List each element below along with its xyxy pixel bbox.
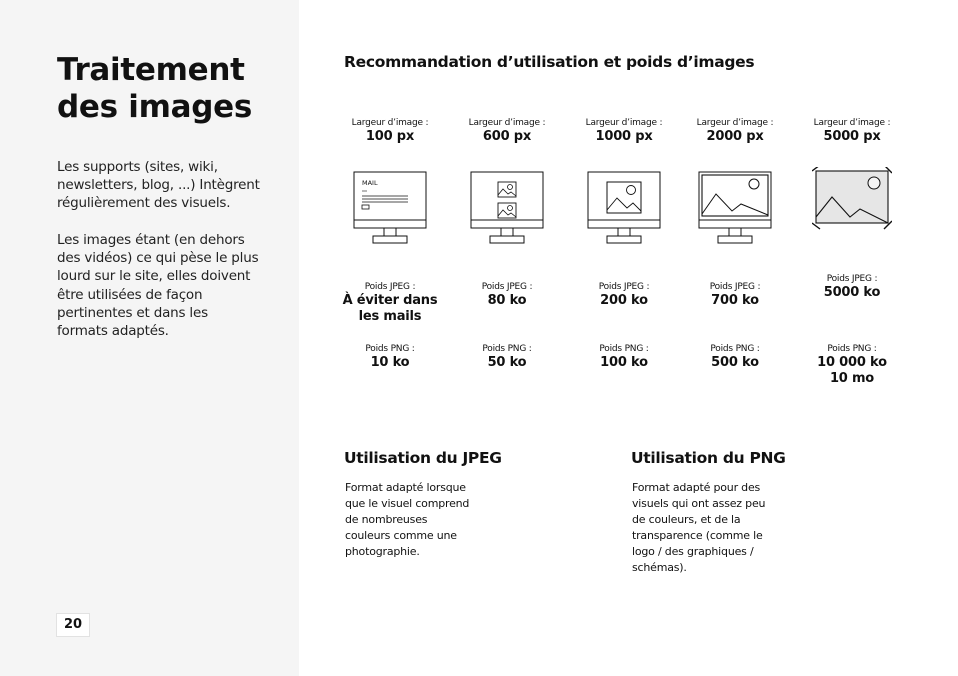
png-usage-text: Format adapté pour des visuels qui ont assez peu de couleurs, et de la transparence (comme le logo / des graphiques / schémas). [632, 481, 766, 574]
png-value: 100 ko [600, 355, 648, 370]
medium-image-monitor-icon [587, 171, 661, 245]
width-label: Largeur d’image : [696, 118, 774, 128]
jpeg-value: À éviter dans les mails [342, 293, 438, 324]
png-label: Poids PNG : [482, 344, 532, 354]
width-label: Largeur d’image : [351, 118, 429, 128]
png-label: Poids PNG : [710, 344, 760, 354]
mail-text: MAIL [362, 179, 378, 187]
mail-monitor-icon [353, 171, 427, 245]
png-usage-title: Utilisation du PNG [631, 449, 786, 467]
jpeg-label: Poids JPEG : [826, 274, 878, 284]
size-column-1000 [565, 118, 683, 370]
large-image-monitor-icon [698, 171, 772, 245]
png-weight [676, 344, 794, 371]
png-value: 500 ko [711, 355, 759, 370]
size-column-600 [448, 118, 566, 370]
oversized-image-icon [812, 167, 892, 241]
png-weight [448, 344, 566, 371]
png-label: Poids PNG : [365, 344, 415, 354]
jpeg-weight [448, 282, 566, 309]
section-title: Recommandation d’utilisation et poids d’images [344, 53, 755, 71]
small-images-monitor-icon [470, 171, 544, 245]
jpeg-value: 700 ko [711, 293, 759, 308]
png-value: 10 000 ko 10 mo [817, 355, 887, 386]
jpeg-value: 200 ko [600, 293, 648, 308]
jpeg-weight [331, 282, 449, 325]
size-column-2000 [676, 118, 794, 370]
size-column-100 [331, 118, 449, 370]
jpeg-weight [676, 282, 794, 309]
jpeg-label: Poids JPEG : [481, 282, 533, 292]
png-value: 10 ko [370, 355, 410, 370]
page-title: Traitement des images [57, 52, 252, 125]
png-label: Poids PNG : [827, 344, 877, 354]
page-number: 20 [56, 613, 90, 637]
width-value: 2000 px [706, 129, 764, 144]
jpeg-weight [793, 274, 911, 301]
main-content [299, 0, 958, 676]
png-weight [793, 344, 911, 387]
jpeg-label: Poids JPEG : [709, 282, 761, 292]
sidebar [0, 0, 299, 676]
jpeg-label: Poids JPEG : [598, 282, 650, 292]
png-label: Poids PNG : [599, 344, 649, 354]
intro-paragraph-2: Les images étant (en dehors des vidéos) ce qui pèse le plus lourd sur le site, elles doivent être utilisées de façon pertinentes et dans les formats adaptés. [57, 232, 259, 340]
png-value: 50 ko [487, 355, 527, 370]
jpeg-value: 5000 ko [823, 285, 881, 300]
jpeg-label: Poids JPEG : [364, 282, 416, 292]
jpeg-usage-text: Format adapté lorsque que le visuel comprend de nombreuses couleurs comme une photographie. [345, 481, 470, 558]
png-weight [565, 344, 683, 371]
png-weight [331, 344, 449, 371]
width-label: Largeur d’image : [813, 118, 891, 128]
jpeg-usage-title: Utilisation du JPEG [344, 449, 502, 467]
width-value: 5000 px [823, 129, 881, 144]
size-column-5000 [793, 118, 911, 386]
width-value: 600 px [482, 129, 532, 144]
jpeg-weight [565, 282, 683, 309]
intro-paragraph: Les supports (sites, wiki, newsletters, blog, ...) Intègrent régulièrement des visuels. [57, 159, 260, 212]
width-label: Largeur d’image : [468, 118, 546, 128]
width-label: Largeur d’image : [585, 118, 663, 128]
width-value: 100 px [365, 129, 415, 144]
jpeg-value: 80 ko [487, 293, 527, 308]
width-value: 1000 px [595, 129, 653, 144]
